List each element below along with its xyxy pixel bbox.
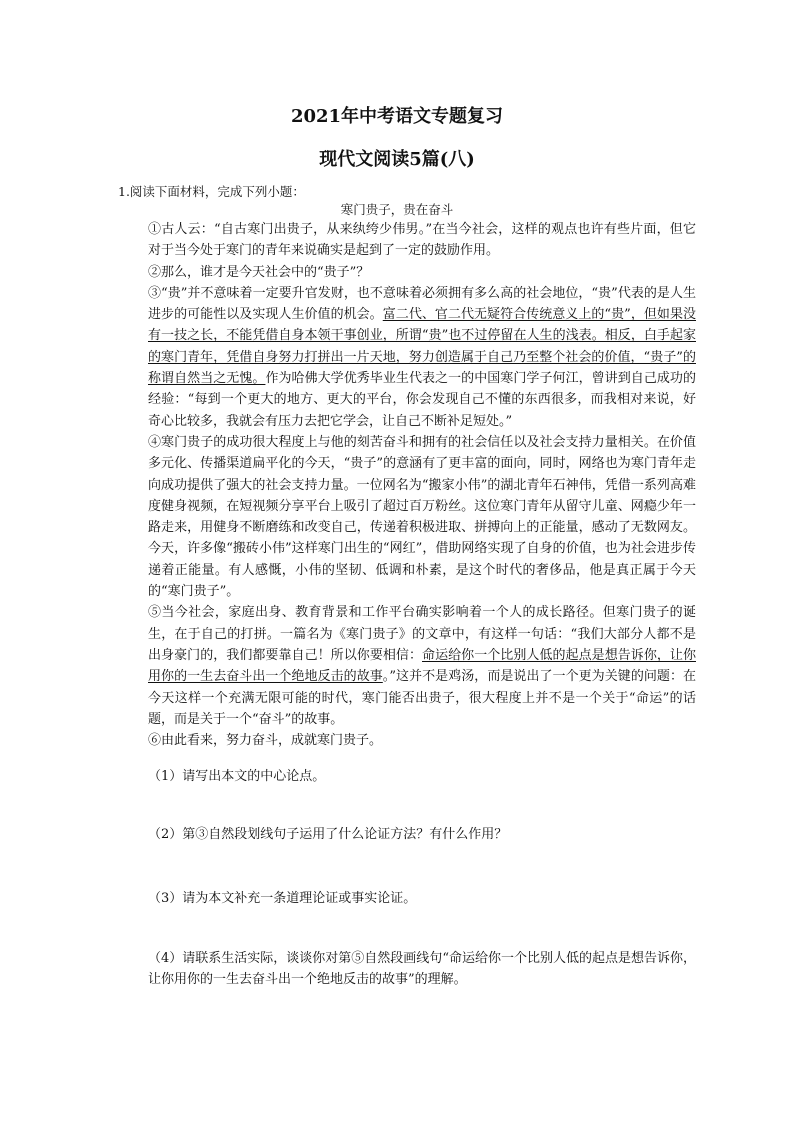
question-2: （2）第③自然段划线句子运用了什么论证方法？有什么作用？ bbox=[148, 827, 508, 842]
question-header: 1.阅读下面材料，完成下列小题： bbox=[118, 184, 305, 199]
doc-subtitle: 现代文阅读5篇(八) bbox=[319, 149, 475, 170]
paragraph-4: ④寒门贵子的成功很大程度上与他的刻苦奋斗和拥有的社会信任以及社会支持力量相关。在价值多元化、传播渠道扁平化的今天，“贵子”的意涵有了更丰富的面向，同时，网络也为寒门青年走向成功提供了强大的社会支持力量。一位网名为“搬家小伟”的湖北青年石神伟，凭借一系列高难度健身视频，在短视频分享平台上吸引了超过百万粉丝。这位寒门青年从留守儿童、网瘾少年一路走来，用健身不断磨练和改变自己，传递着积极进取、拼搏向上的正能量，感动了无数网友。今天，许多像“搬砖小伟”这样寒门出生的“网红”，借助网络实现了自身的价值，也为社会进步传递着正能量。有人感慨，小伟的坚韧、低调和朴素，是这个时代的奢侈品，他是真正属于今天的“寒门贵子”。 bbox=[148, 434, 696, 600]
article-body bbox=[148, 219, 696, 751]
article-title: 寒门贵子，贵在奋斗 bbox=[340, 202, 454, 217]
paragraph-5 bbox=[148, 602, 696, 730]
doc-title: 2021年中考语文专题复习 bbox=[290, 106, 504, 127]
paragraph-3 bbox=[148, 283, 696, 432]
paragraph-2: ②那么，谁才是今天社会中的“贵子”？ bbox=[148, 264, 370, 280]
question-1: （1）请写出本文的中心论点。 bbox=[148, 769, 326, 784]
paragraph-5-tail: 。”这并不是鸡汤，而是说出了一个更为关键的问题：在今天这样一个充满无限可能的时代，寒门能否出贵子，很大程度上并不是一个关于“命运”的话题，而是关于一个“奋斗”的故事。 bbox=[148, 669, 696, 727]
paragraph-1: ①古人云：“自古寒门出贵子，从来纨绔少伟男。”在当今社会，这样的观点也许有些片面，但它对于当今处于寒门的青年来说确实是起到了一定的鼓励作用。 bbox=[148, 222, 696, 259]
underlined-sentence-p5: 命运给你一个比别人低的起点是想告诉你，让你用你的一生去奋斗出一个绝地反击的故事 bbox=[148, 647, 696, 685]
question-3: （3）请为本文补充一条道理论证或事实论证。 bbox=[148, 891, 417, 906]
paragraph-6: ⑥由此看来，努力奋斗，成就寒门贵子。 bbox=[148, 733, 383, 749]
paragraph-3-tail: 作为哈佛大学优秀毕业生代表之一的中国寒门学子何江，曾讲到自己成功的经验：“每到一个更大的地方、更大的平台，你会发现自己不懂的东西很多，而我相对来说，好奇心比较多，我就会有压力去把它学会，让自己不断补足短处。” bbox=[148, 371, 696, 429]
question-4: （4）请联系生活实际，谈谈你对第⑤自然段画线句“命运给你一个比别人低的起点是想告诉你，让你用你的一生去奋斗出一个绝地反击的故事”的理解。 bbox=[148, 951, 696, 988]
paragraph-3-lead: ③“贵”并不意味着一定要升官发财，也不意味着必须拥有多么高的社会地位，“贵”代表的是人生进步的可能性以及实现人生价值的机会。 bbox=[148, 285, 696, 323]
paragraph-5-lead: ⑤当今社会，家庭出身、教育背景和工作平台确实影响着一个人的成长路径。但寒门贵子的诞生，在于自己的打拼。一篇名为《寒门贵子》的文章中，有这样一句话：“我们大部分人都不是出身豪门的，我们都要靠自己！所以你要相信： bbox=[148, 605, 696, 663]
underlined-sentence-p3: 富二代、官二代无疑符合传统意义上的“贵”，但如果没有一技之长，不能凭借自身本领干事创业，所谓“贵”也不过停留在人生的浅表。相反，白手起家的寒门青年，凭借自身努力打拼出一片天地，努力创造属于自己乃至整个社会的价值，“贵子”的称谓自然当之无愧。 bbox=[148, 307, 696, 387]
